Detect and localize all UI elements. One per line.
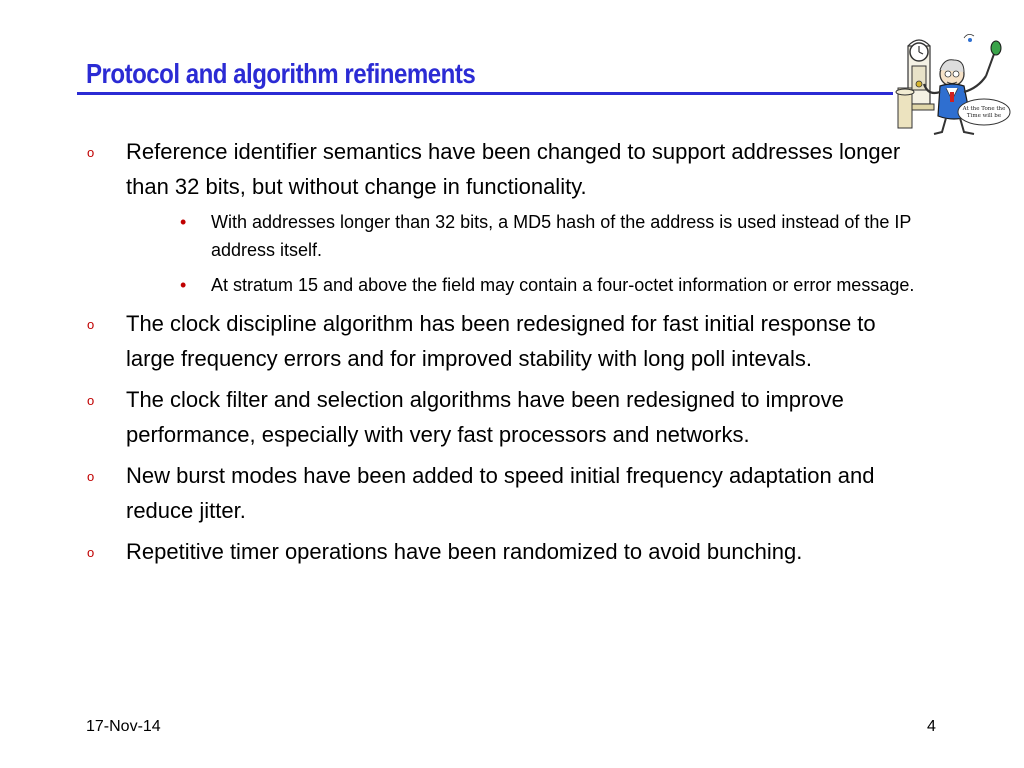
slide-title: Protocol and algorithm refinements — [86, 58, 476, 89]
clipart-caption-line1: At the Tone the — [962, 106, 1006, 112]
title-underline — [77, 92, 893, 95]
sub-bullet-item — [126, 271, 926, 299]
sub-bullet-item — [126, 208, 926, 264]
sub-bullet-marker: • — [180, 212, 187, 232]
bullet-marker: o — [87, 317, 95, 332]
sub-bullet-text: With addresses longer than 32 bits, a MD5 hash of the address is used instead of the IP address itself. — [211, 212, 912, 260]
bullet-item — [86, 382, 926, 452]
sub-bullet-list — [126, 208, 926, 299]
clock-man-cartoon-icon — [894, 30, 1012, 138]
footer-date: 17-Nov-14 — [86, 718, 161, 735]
bullet-text: Repetitive timer operations have been randomized to avoid bunching. — [126, 539, 803, 564]
bullet-item — [86, 534, 926, 569]
bullet-marker: o — [87, 393, 95, 408]
bullet-marker: o — [87, 145, 95, 160]
bullet-item — [86, 458, 926, 528]
bullet-text: The clock discipline algorithm has been redesigned for fast initial response to large frequency errors and for improved stability with long poll intevals. — [126, 311, 876, 371]
bullet-item — [86, 306, 926, 376]
bullet-marker: o — [87, 545, 95, 560]
bullet-text: New burst modes have been added to speed initial frequency adaptation and reduce jitter. — [126, 463, 875, 523]
bullet-text: The clock filter and selection algorithms have been redesigned to improve performance, especially with very fast processors and networks. — [126, 387, 844, 447]
slide-page-number: 4 — [927, 718, 936, 735]
bullet-item — [86, 134, 926, 299]
sub-bullet-marker: • — [180, 275, 187, 295]
sub-bullet-text: At stratum 15 and above the field may contain a four-octet information or error message. — [211, 275, 915, 295]
bullet-marker: o — [87, 469, 95, 484]
bullet-text: Reference identifier semantics have been changed to support addresses longer than 32 bits, but without change in functionality. — [126, 139, 901, 199]
clipart-caption-line2: Time will be — [966, 113, 1002, 119]
bullet-list — [86, 134, 926, 575]
